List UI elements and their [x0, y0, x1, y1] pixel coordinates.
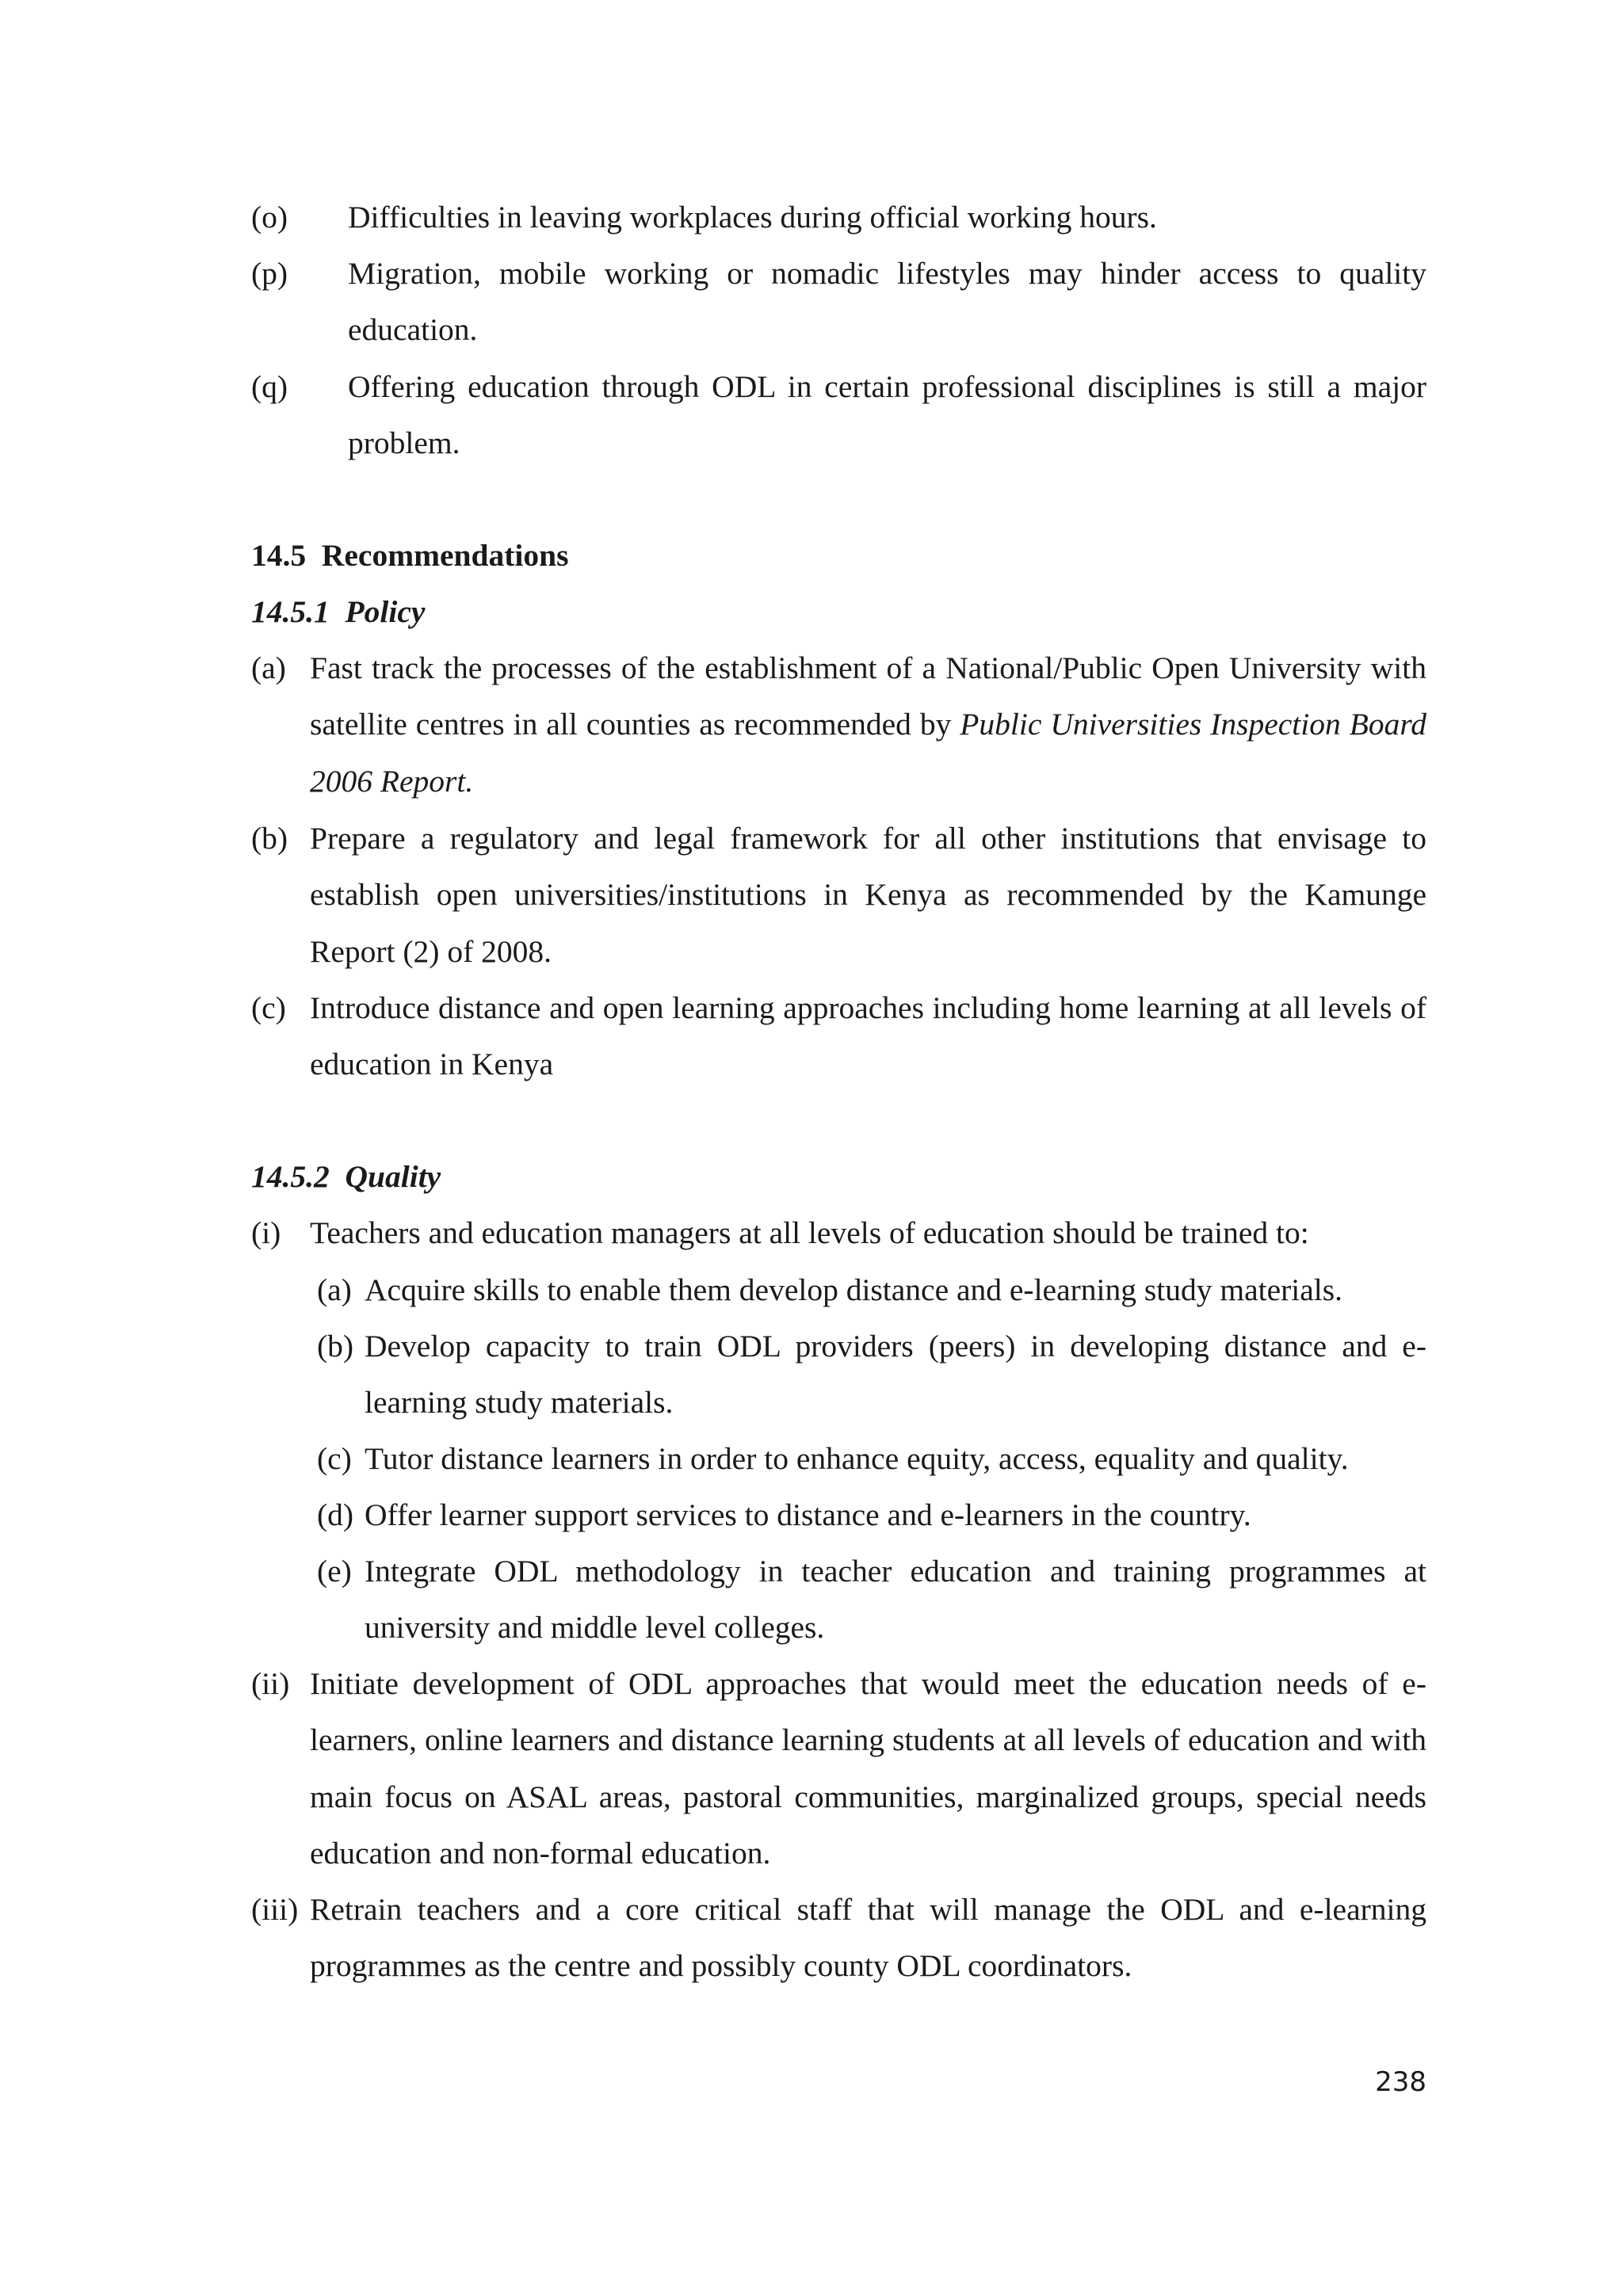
- sublist-item-text: Develop capacity to train ODL providers (peers) in developing distance and e-learning study materials.: [365, 1329, 1426, 1421]
- list-item-p: [251, 246, 1426, 359]
- report-citation: Public Universities Inspection Board 2006 Report.: [310, 707, 1426, 799]
- policy-item-c: [251, 980, 1426, 1093]
- sublist-item-text: Acquire skills to enable them develop distance and e-learning study materials.: [365, 1272, 1342, 1307]
- policy-item-a-text: Fast track the processes of the establishment of a National/Public Open University with satellite centres in all counties as recommended by: [310, 650, 1426, 742]
- list-item-label: (p): [251, 256, 288, 291]
- section-heading: 14.5 Recommendations: [251, 538, 569, 573]
- sublist-item-label: (a): [317, 1272, 352, 1307]
- sublist-item-text: Integrate ODL methodology in teacher education and training programmes at university and middle level colleges.: [365, 1554, 1426, 1646]
- list-item-label: (a): [251, 650, 286, 685]
- quality-subitem-e: [317, 1543, 1426, 1657]
- quality-item-ii: [251, 1656, 1426, 1882]
- quality-subitem-d: [317, 1487, 1426, 1543]
- list-item-text: Prepare a regulatory and legal framework for all other institutions that envisage to establish open universities/institutions in Kenya as recommended by the Kamunge Report (2) of 2008.: [310, 821, 1426, 969]
- list-item-text: Difficulties in leaving workplaces during official working hours.: [348, 200, 1157, 235]
- sublist-item-label: (b): [317, 1329, 354, 1363]
- list-item-label: (i): [251, 1215, 281, 1250]
- page-number: 238: [1375, 2066, 1426, 2098]
- list-item-text: Migration, mobile working or nomadic lifestyles may hinder access to quality education.: [348, 256, 1426, 348]
- list-item-text: Retrain teachers and a core critical staff that will manage the ODL and e-learning programmes as the centre and possibly county ODL coordinators.: [310, 1892, 1426, 1984]
- list-item-text: [310, 640, 1426, 810]
- list-item-text: Initiate development of ODL approaches that would meet the education needs of e-learners, online learners and distance learning students at all levels of education and with main focus on ASAL areas, pastoral communities, marginalized groups, special needs education and non-formal education.: [310, 1666, 1426, 1871]
- sublist-item-text: Offer learner support services to distance and e-learners in the country.: [365, 1497, 1251, 1532]
- list-item-text: Teachers and education managers at all levels of education should be trained to:: [310, 1215, 1309, 1250]
- quality-subheading: 14.5.2 Quality: [251, 1159, 441, 1194]
- list-item-q: [251, 359, 1426, 472]
- list-item-label: (c): [251, 990, 286, 1025]
- sublist-item-label: (d): [317, 1497, 354, 1532]
- policy-subheading: 14.5.1 Policy: [251, 594, 426, 629]
- sublist-item-text: Tutor distance learners in order to enhance equity, access, equality and quality.: [365, 1441, 1349, 1476]
- sublist-item-label: (c): [317, 1441, 352, 1476]
- quality-subitem-a: [317, 1262, 1426, 1318]
- policy-item-a: [251, 640, 1426, 810]
- list-item-text: Introduce distance and open learning approaches including home learning at all levels of education in Kenya: [310, 990, 1426, 1082]
- sublist-item-label: (e): [317, 1554, 352, 1589]
- list-item-o: [251, 189, 1426, 246]
- list-item-text: Offering education through ODL in certain professional disciplines is still a major problem.: [348, 369, 1426, 461]
- policy-item-b: [251, 810, 1426, 980]
- quality-subitem-c: [317, 1431, 1426, 1487]
- quality-item-i: [251, 1205, 1426, 1261]
- quality-item-iii: [251, 1882, 1426, 1995]
- list-item-label: (b): [251, 821, 288, 856]
- list-item-label: (q): [251, 369, 288, 404]
- list-item-label: (ii): [251, 1666, 290, 1701]
- list-item-label: (iii): [251, 1892, 299, 1927]
- quality-subitem-b: [317, 1318, 1426, 1432]
- list-item-label: (o): [251, 200, 288, 235]
